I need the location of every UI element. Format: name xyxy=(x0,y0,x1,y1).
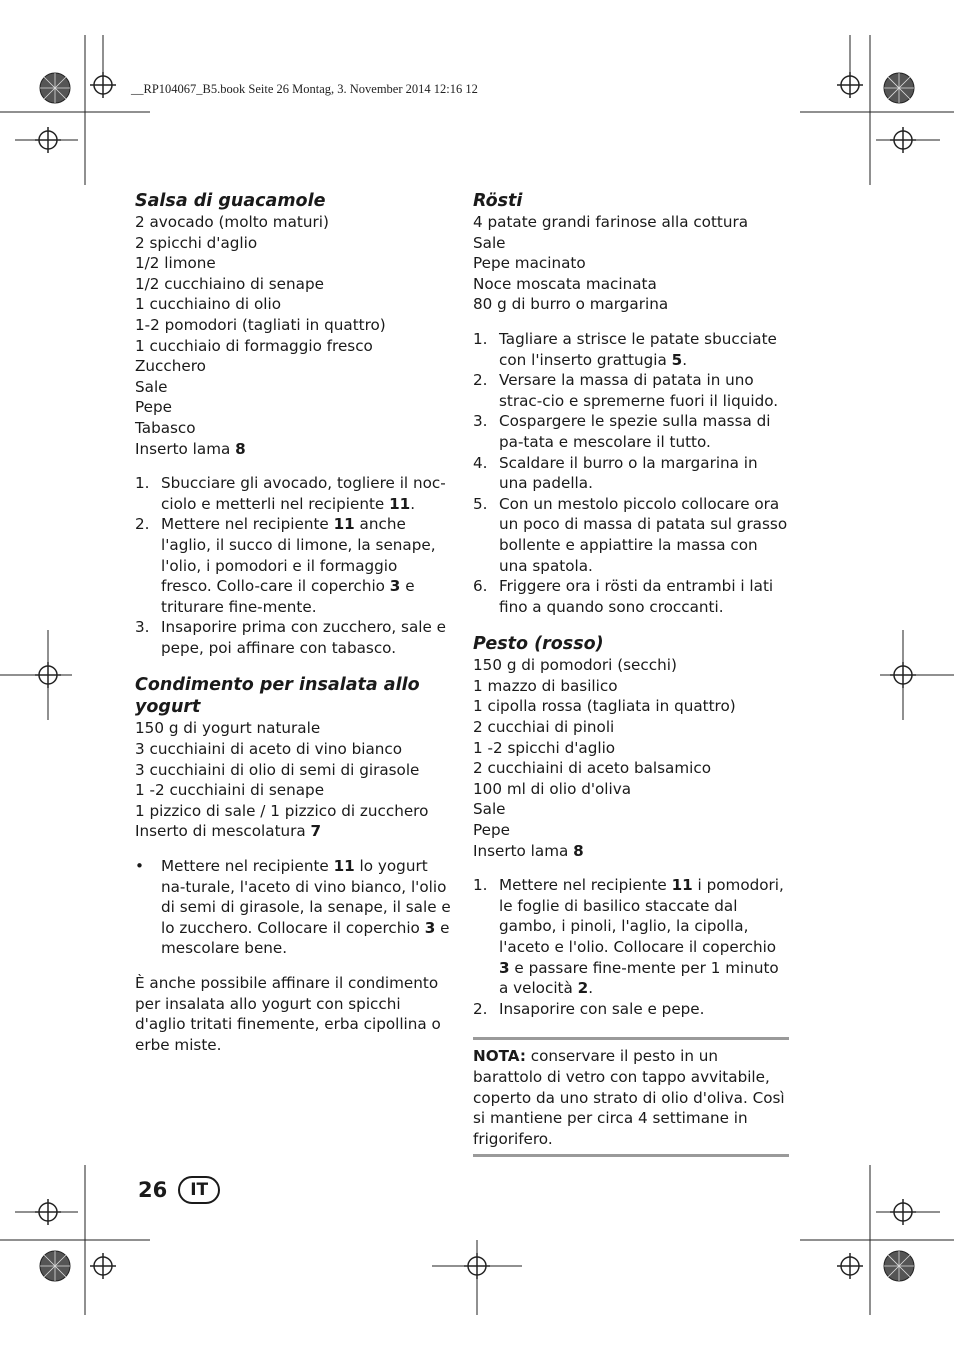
print-file-header: __RP104067_B5.book Seite 26 Montag, 3. November 2014 12:16 12 xyxy=(131,82,478,96)
insert-line xyxy=(135,821,451,842)
step-text xyxy=(499,329,789,370)
rosti-ingredients xyxy=(473,212,789,315)
part-number: 3 xyxy=(424,918,436,937)
ingredient-item: 2 cucchiai di pinoli xyxy=(473,718,615,737)
step-number: 1. xyxy=(473,876,488,895)
pesto-steps xyxy=(473,875,789,1019)
part-number: 2 xyxy=(577,979,589,998)
ingredient-item: 3 cucchiaini di olio di semi di girasole xyxy=(135,760,420,779)
step-text-part: e mescolare bene. xyxy=(161,918,450,958)
step-text-part: Tagliare a strisce le patate sbucciate con l'inserto grattugia xyxy=(499,329,777,369)
ingredient-item: 1 cucchiaio di formaggio fresco xyxy=(135,336,373,355)
step-number: 2. xyxy=(473,371,488,390)
ingredient-item: 80 g di burro o margarina xyxy=(473,295,669,314)
step-item xyxy=(135,473,451,514)
step-text-part: . xyxy=(410,494,416,513)
step-number: 5. xyxy=(473,494,488,513)
pesto-title: Pesto (rosso) xyxy=(473,634,604,655)
ingredient-item: Pepe macinato xyxy=(473,254,586,273)
note-label: NOTA: xyxy=(473,1047,526,1066)
step-text: Friggere ora i rösti da entrambi i lati fino a quando sono croccanti. xyxy=(499,577,774,616)
yogurt-title-line: yogurt xyxy=(135,697,201,718)
ingredient-item: 150 g di yogurt naturale xyxy=(135,719,321,738)
ingredient-item: 1/2 limone xyxy=(135,254,216,273)
ingredient-item: 3 cucchiaini di aceto di vino bianco xyxy=(135,740,403,759)
insert-label: Inserto lama xyxy=(473,841,574,860)
insert-line xyxy=(135,439,451,460)
ingredient-item: 2 avocado (molto maturi) xyxy=(135,213,329,231)
step-text-part: e triturare fine-mente. xyxy=(161,577,415,616)
step-item xyxy=(473,453,789,494)
ingredient-item: Noce moscata macinata xyxy=(473,274,657,293)
yogurt-ingredients xyxy=(135,718,451,842)
yogurt-title xyxy=(135,674,451,718)
page-footer xyxy=(138,1176,220,1204)
step-item xyxy=(473,411,789,452)
language-badge: IT xyxy=(178,1176,220,1204)
step-number: 4. xyxy=(473,453,488,472)
step-text-part: ciolo e metterli nel recipiente xyxy=(161,494,390,513)
ingredient-item: 1 -2 spicchi d'aglio xyxy=(473,738,616,757)
step-text: Insaporire con sale e pepe. xyxy=(499,999,705,1018)
note-text: conservare il pesto in un barattolo di vetro con tappo avvitabile, coperto da uno strato di olio d'oliva. Così si mantiene per circa 4 settimane in frigorifero. xyxy=(473,1047,785,1148)
guacamole-title: Salsa di guacamole xyxy=(135,191,326,211)
step-text-part: i pomodori, le foglie di basilico staccate dal gambo, i pinoli, l'aglio, la cipolla, l'aceto e l'olio. Collocare il coperchio xyxy=(499,876,784,956)
insert-number: 8 xyxy=(573,841,584,860)
step-text-part: anche l'aglio, il succo di limone, la senape, l'olio, i pomodori e il formaggio fresco. Collo-care il coperchio xyxy=(161,515,436,596)
ingredient-item: 1 pizzico di sale / 1 pizzico di zucchero xyxy=(135,801,429,820)
step-item xyxy=(473,494,789,576)
yogurt-note: È anche possibile affinare il condimento per insalata allo yogurt con spicchi d'aglio tritati finemente, erba cipollina o erbe miste. xyxy=(135,974,441,1054)
step-text-part: lo yogurt na-turale, l'aceto di vino bianco, l'olio di semi di girasole, la senape, il sale e lo zucchero. Collocare il coperchio xyxy=(161,857,451,937)
step-number: 1. xyxy=(135,474,150,493)
page-number: 26 xyxy=(138,1178,168,1202)
ingredient-item: Sale xyxy=(473,233,506,252)
step-text xyxy=(161,473,451,514)
ingredient-item: 1 -2 cucchiaini di senape xyxy=(135,781,325,800)
ingredient-item: 1-2 pomodori (tagliati in quattro) xyxy=(135,315,386,334)
step-text xyxy=(499,875,789,999)
ingredient-item: 1 mazzo di basilico xyxy=(473,676,618,695)
ingredient-item: 1/2 cucchiaino di senape xyxy=(135,274,324,293)
step-number: 1. xyxy=(473,329,488,348)
step-text-part: Mettere nel recipiente xyxy=(161,857,334,876)
step-item xyxy=(473,875,789,999)
rosti-steps xyxy=(473,329,789,617)
ingredient-item: Sale xyxy=(473,800,506,819)
part-number: 3 xyxy=(389,577,401,596)
step-item xyxy=(473,329,789,370)
step-item xyxy=(135,856,451,959)
insert-number: 7 xyxy=(310,822,322,841)
step-text xyxy=(161,514,451,617)
ingredient-item: 1 cucchiaino di olio xyxy=(135,295,281,314)
part-number: 11 xyxy=(671,876,693,895)
step-text: Cospargere le spezie sulla massa di pa-tata e mescolare il tutto. xyxy=(499,412,771,451)
step-text: Versare la massa di patata in uno strac-cio e spremerne fuori il liquido. xyxy=(499,371,779,410)
yogurt-title-line: Condimento per insalata allo xyxy=(135,675,420,696)
step-text-part: Sbucciare gli avocado, togliere il noc- xyxy=(161,474,446,493)
insert-line xyxy=(473,841,789,862)
step-number: 3. xyxy=(135,618,150,637)
step-text xyxy=(161,856,451,959)
step-item xyxy=(473,999,789,1020)
step-text-part: e passare fine-mente per 1 minuto a velocità xyxy=(499,958,779,998)
pesto-ingredients xyxy=(473,655,789,861)
step-number: 3. xyxy=(473,412,488,431)
step-item xyxy=(135,617,451,658)
part-number: 11 xyxy=(333,515,355,534)
right-column xyxy=(473,190,789,1157)
step-text-part: . xyxy=(588,979,594,998)
part-number: 11 xyxy=(389,494,411,513)
step-number: 2. xyxy=(473,999,488,1018)
ingredient-item: 150 g di pomodori (secchi) xyxy=(473,656,677,675)
ingredient-item: 4 patate grandi farinose alla cottura xyxy=(473,213,749,231)
ingredient-item: 2 spicchi d'aglio xyxy=(135,233,258,252)
yogurt-steps xyxy=(135,856,451,959)
step-item xyxy=(473,370,789,411)
ingredient-item: Pepe xyxy=(473,821,510,840)
ingredient-item: Zucchero xyxy=(135,357,206,376)
rosti-title: Rösti xyxy=(473,191,523,211)
step-text: Scaldare il burro o la margarina in una padella. xyxy=(499,453,758,493)
part-number: 3 xyxy=(499,958,510,977)
ingredient-item: 1 cipolla rossa (tagliata in quattro) xyxy=(473,697,736,716)
step-text-part: Mettere nel recipiente xyxy=(161,515,334,534)
part-number: 5 xyxy=(671,350,683,369)
step-number: 2. xyxy=(135,515,150,534)
step-item xyxy=(135,514,451,617)
step-number: 6. xyxy=(473,577,488,596)
ingredient-item: Pepe xyxy=(135,398,172,417)
note-box xyxy=(473,1037,789,1157)
insert-label: Inserto lama xyxy=(135,439,236,458)
left-column xyxy=(135,190,451,1055)
insert-number: 8 xyxy=(235,439,246,458)
guacamole-steps xyxy=(135,473,451,658)
step-text-part: Mettere nel recipiente xyxy=(499,876,672,895)
step-text: Insaporire prima con zucchero, sale e pepe, poi affinare con tabasco. xyxy=(161,618,447,657)
ingredient-item: 100 ml di olio d'oliva xyxy=(473,779,632,798)
ingredient-item: Sale xyxy=(135,377,168,396)
ingredient-item: 2 cucchiaini di aceto balsamico xyxy=(473,759,712,778)
step-text: Con un mestolo piccolo collocare ora un poco di massa di patata sul grasso bollente e appiattire la massa con una spatola. xyxy=(499,494,788,575)
bullet: • xyxy=(135,857,144,876)
part-number: 11 xyxy=(333,857,355,876)
insert-label: Inserto di mescolatura xyxy=(135,822,311,841)
ingredient-item: Tabasco xyxy=(135,418,196,437)
guacamole-ingredients xyxy=(135,212,451,459)
step-item xyxy=(473,576,789,617)
step-text-part: . xyxy=(682,350,688,369)
